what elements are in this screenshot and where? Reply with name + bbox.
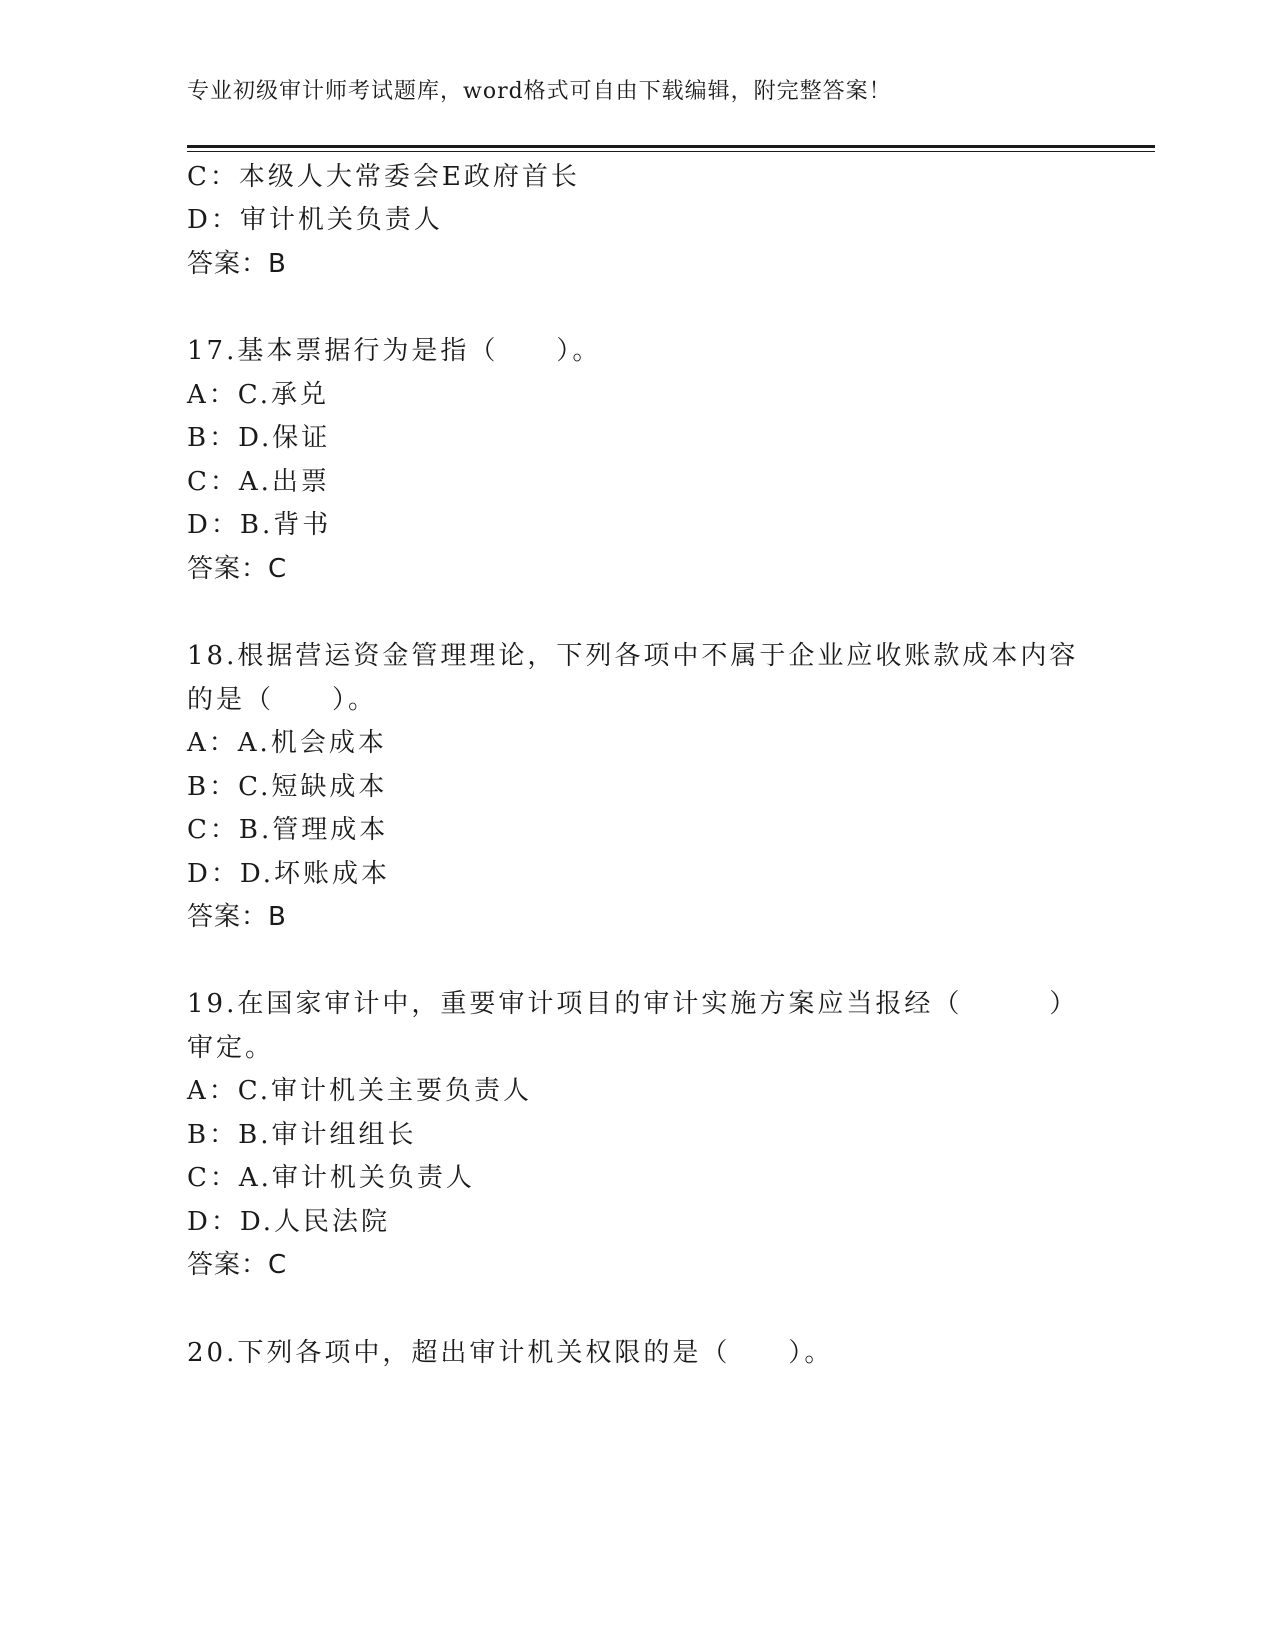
option-line: C：本级人大常委会E政府首长 (187, 162, 580, 192)
question-stem: 20.下列各项中，超出审计机关权限的是（ ）。 (187, 1338, 834, 1368)
question-stem: 审定。 (187, 1033, 275, 1063)
option-line: C：A.审计机关负责人 (187, 1163, 475, 1193)
header-rule-thin (187, 151, 1155, 152)
option-line: C：A.出票 (187, 467, 330, 497)
header-rule-thick (187, 145, 1155, 148)
question-stem: 18.根据营运资金管理理论，下列各项中不属于企业应收账款成本内容 (187, 641, 1079, 671)
option-line: A：C.承兑 (187, 380, 330, 410)
option-line: B：B.审计组组长 (187, 1120, 417, 1150)
question-stem: 19.在国家审计中，重要审计项目的审计实施方案应当报经（ ） (187, 989, 1079, 1019)
answer-line: 答案：C (187, 1250, 288, 1280)
option-line: B：C.短缺成本 (187, 772, 388, 802)
question-stem: 的是（ ）。 (187, 685, 378, 715)
option-line: A：A.机会成本 (187, 728, 387, 758)
option-line: A：C.审计机关主要负责人 (187, 1076, 533, 1106)
option-line: B：D.保证 (187, 423, 331, 453)
option-line: D：D.坏账成本 (187, 859, 391, 889)
option-line: D：B.背书 (187, 510, 332, 540)
option-line: D：审计机关负责人 (187, 205, 443, 235)
page-header: 专业初级审计师考试题库，word格式可自由下载编辑，附完整答案！ (187, 79, 892, 104)
question-stem: 17.基本票据行为是指（ ）。 (187, 336, 602, 366)
option-line: C：B.管理成本 (187, 815, 389, 845)
option-line: D：D.人民法院 (187, 1207, 391, 1237)
answer-line: 答案：C (187, 554, 288, 584)
answer-line: 答案：B (187, 902, 287, 932)
answer-line: 答案：B (187, 249, 287, 279)
